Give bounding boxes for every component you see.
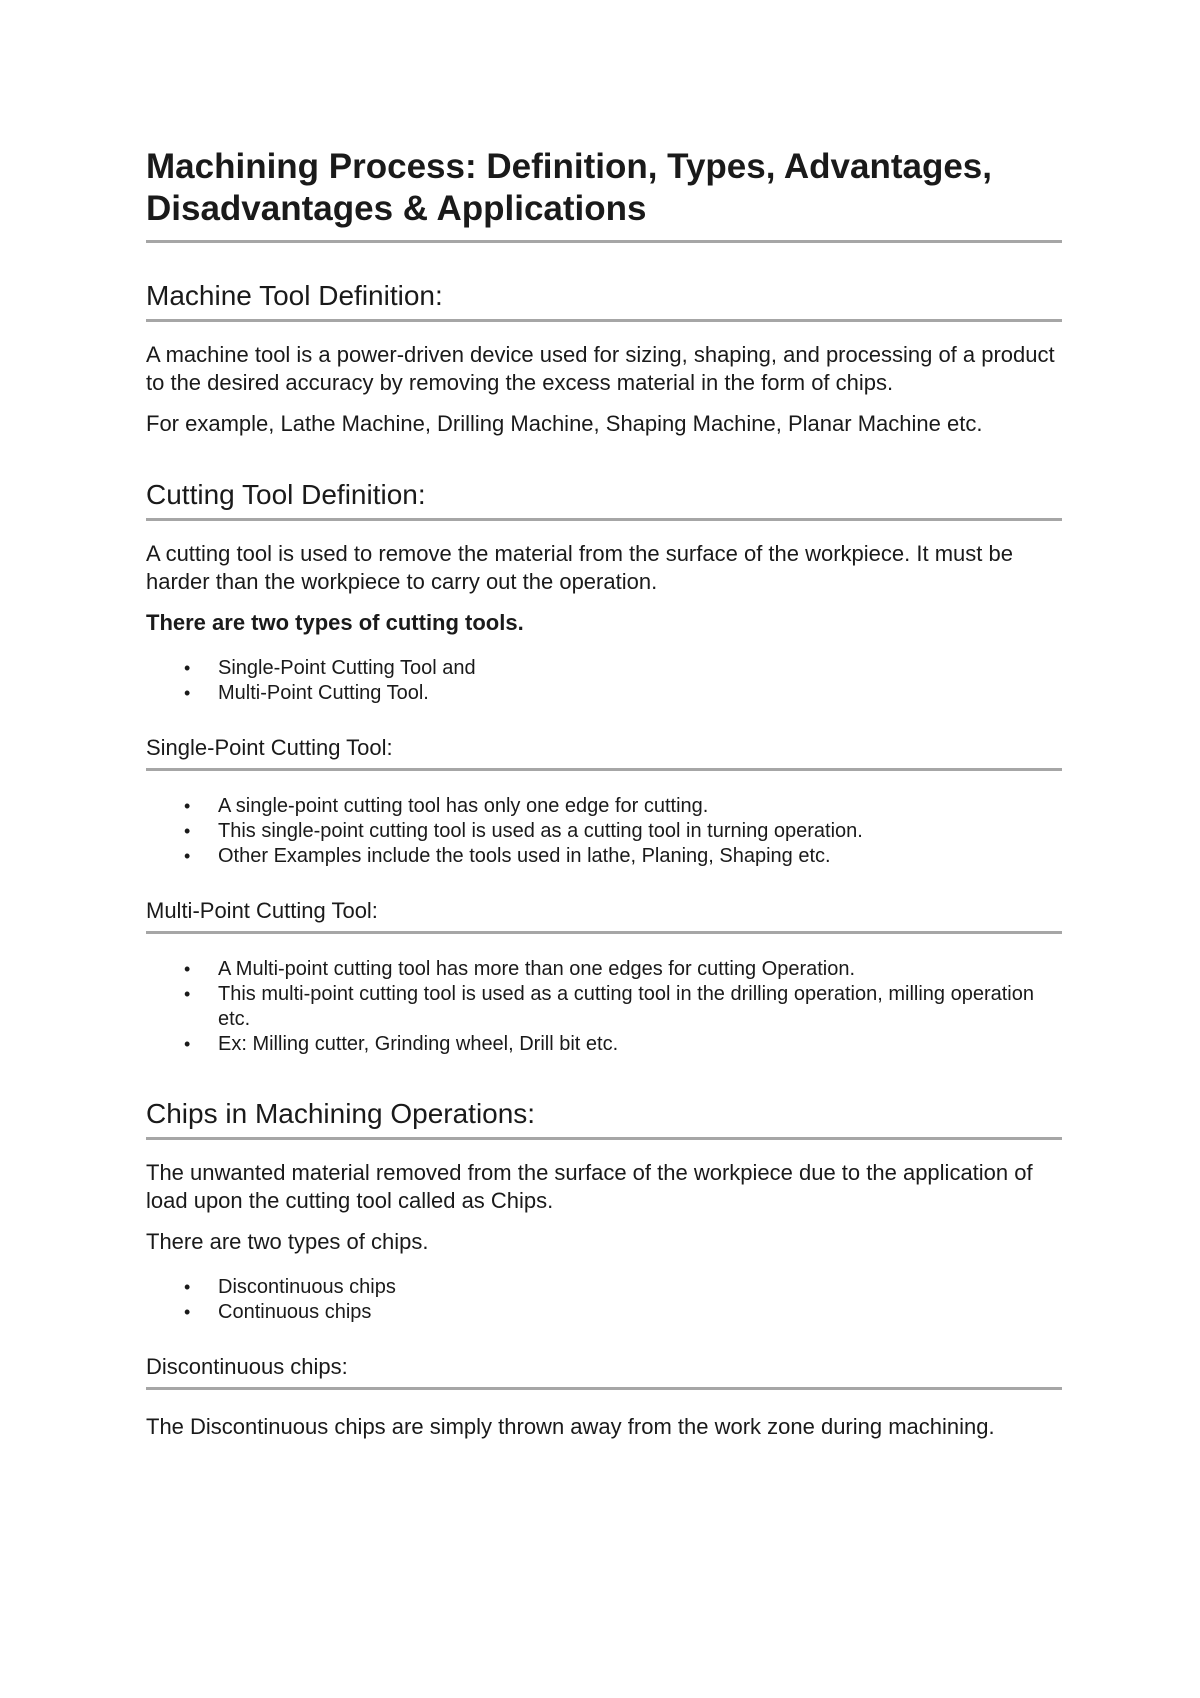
machine-tool-paragraph: A machine tool is a power-driven device used for sizing, shaping, and processing of a product to the desired accuracy by removing the excess material in the form of chips. xyxy=(146,342,1055,395)
list-item: • A Multi-point cutting tool has more than one edges for cutting Operation. xyxy=(184,958,856,980)
list-item: • Multi-Point Cutting Tool. xyxy=(184,682,429,704)
document-title: Machining Process: Definition, Types, Advantages, Disadvantages & Applications xyxy=(146,146,1062,243)
list-item: • Other Examples include the tools used in lathe, Planing, Shaping etc. xyxy=(184,845,831,867)
cutting-tool-paragraph: A cutting tool is used to remove the material from the surface of the workpiece. It must be harder than the workpiece to carry out the operation. xyxy=(146,541,1013,594)
bullet-icon: • xyxy=(184,959,191,979)
machine-tool-examples-paragraph: For example, Lathe Machine, Drilling Machine, Shaping Machine, Planar Machine etc. xyxy=(146,411,983,436)
document-page xyxy=(146,146,1062,1441)
bullet-icon: • xyxy=(184,1034,191,1054)
heading-chips-in-machining: Chips in Machining Operations: xyxy=(146,1097,1062,1140)
bullet-icon: • xyxy=(184,1302,191,1322)
heading-single-point-cutting-tool: Single-Point Cutting Tool: xyxy=(146,734,1062,771)
cutting-tool-types-list xyxy=(146,656,1062,706)
list-item: • This multi-point cutting tool is used as a cutting tool in the drilling operation, milling operation etc. xyxy=(184,983,1034,1030)
list-item: • Single-Point Cutting Tool and xyxy=(184,657,476,679)
single-point-list xyxy=(146,794,1062,869)
list-item: • Continuous chips xyxy=(184,1301,372,1323)
list-item: • A single-point cutting tool has only one edge for cutting. xyxy=(184,795,709,817)
multi-point-list xyxy=(146,957,1062,1057)
bullet-icon: • xyxy=(184,658,191,678)
chips-types-intro: There are two types of chips. xyxy=(146,1229,429,1254)
heading-machine-tool-definition: Machine Tool Definition: xyxy=(146,279,1062,322)
bullet-icon: • xyxy=(184,984,191,1004)
discontinuous-chips-paragraph: The Discontinuous chips are simply thrown away from the work zone during machining. xyxy=(146,1414,995,1439)
bullet-icon: • xyxy=(184,796,191,816)
cutting-tool-types-intro: There are two types of cutting tools. xyxy=(146,610,524,635)
bullet-icon: • xyxy=(184,683,191,703)
heading-cutting-tool-definition: Cutting Tool Definition: xyxy=(146,478,1062,521)
bullet-icon: • xyxy=(184,846,191,866)
heading-discontinuous-chips: Discontinuous chips: xyxy=(146,1353,1062,1390)
chips-types-list xyxy=(146,1275,1062,1325)
heading-multi-point-cutting-tool: Multi-Point Cutting Tool: xyxy=(146,897,1062,934)
chips-paragraph: The unwanted material removed from the surface of the workpiece due to the application of load upon the cutting tool called as Chips. xyxy=(146,1160,1033,1213)
bullet-icon: • xyxy=(184,1277,191,1297)
list-item: • Ex: Milling cutter, Grinding wheel, Drill bit etc. xyxy=(184,1033,619,1055)
bullet-icon: • xyxy=(184,821,191,841)
list-item: • Discontinuous chips xyxy=(184,1276,396,1298)
list-item: • This single-point cutting tool is used as a cutting tool in turning operation. xyxy=(184,820,863,842)
